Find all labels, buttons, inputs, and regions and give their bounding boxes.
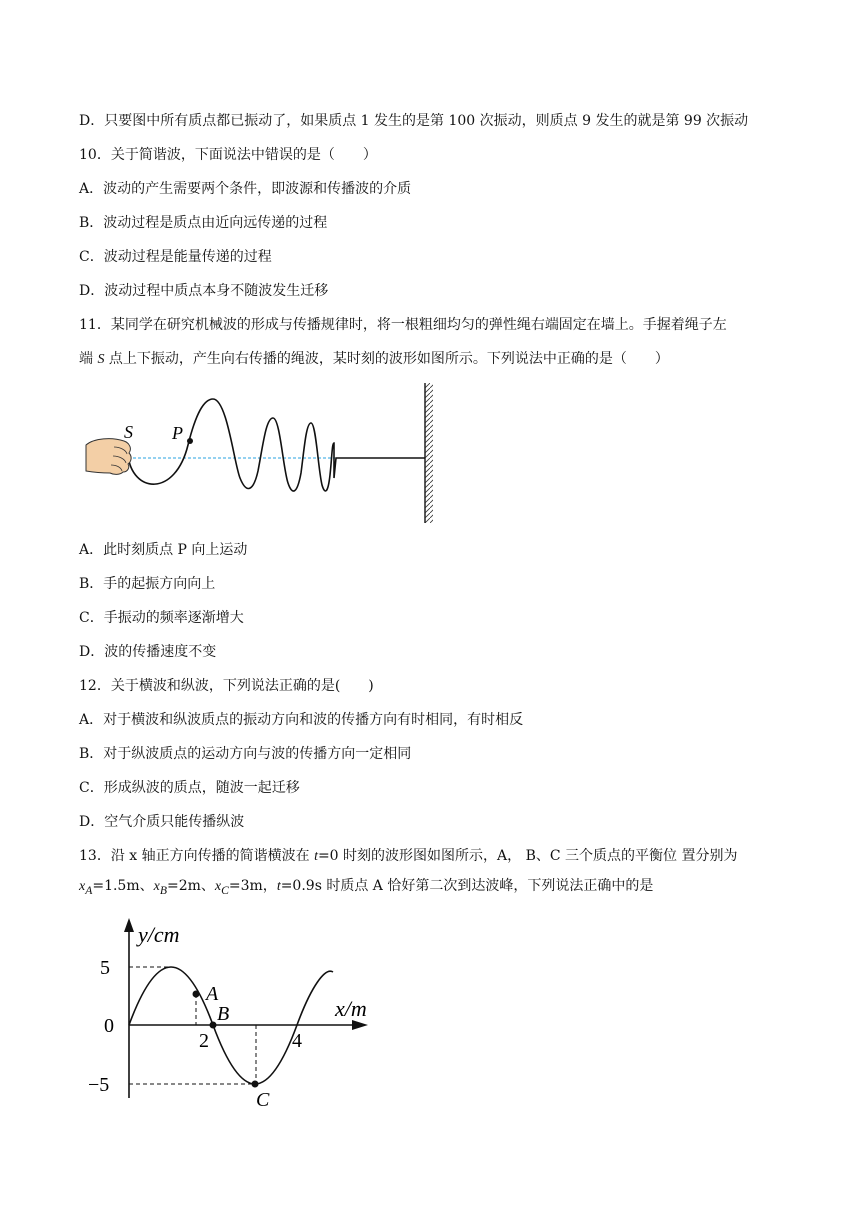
q13-stem-line1: 13．沿 x 轴正方向传播的简谐横波在 t=0 时刻的波形图如图所示，A， B、C 三个质点的平衡位 置分别为	[79, 848, 738, 864]
point-b	[210, 1022, 217, 1029]
q10-option-c: C．波动过程是能量传递的过程	[79, 249, 272, 265]
q12-option-c: C．形成纵波的质点，随波一起迁移	[79, 780, 300, 796]
tick-5: 5	[100, 957, 110, 979]
tick-minus-5: −5	[88, 1074, 110, 1096]
q9-option-d: D．只要图中所有质点都已振动了，如果质点 1 发生的是第 100 次振动，则质点 9 发生的就是第 99 次振动	[79, 113, 749, 129]
hand-icon	[86, 439, 131, 475]
label-a: A	[206, 983, 219, 1005]
rope-wave	[128, 399, 425, 491]
label-b: B	[217, 1003, 230, 1025]
tick-2: 2	[199, 1030, 209, 1052]
q10-option-a: A．波动的产生需要两个条件，即波源和传播波的介质	[79, 181, 412, 197]
x-axis-arrow	[352, 1020, 368, 1030]
label-c: C	[256, 1089, 270, 1111]
label-p: P	[172, 423, 183, 443]
y-axis-arrow	[124, 918, 134, 932]
x-axis-label: x/m	[335, 996, 367, 1021]
point-a	[193, 991, 200, 998]
q13-stem-line2: $x_A=1.5m$、$x_B=2m$、$x_C=3m$，t=0.9s 时质点 A 恰好第二次到达波峰，下列说法正确中的是	[79, 878, 654, 897]
q11-option-b: B．手的起振方向向上	[79, 576, 216, 592]
q12-stem: 12．关于横波和纵波，下列说法正确的是( )	[79, 678, 374, 694]
point-c	[252, 1081, 259, 1088]
q11-stem-line2: 端 S 点上下振动，产生向右传播的绳波，某时刻的波形如图所示。下列说法中正确的是（ ）	[79, 351, 669, 367]
q10-stem: 10．关于简谐波，下面说法中错误的是（ ）	[79, 147, 377, 163]
q12-option-a: A．对于横波和纵波质点的振动方向和波的传播方向有时相同，有时相反	[79, 712, 524, 728]
q12-option-d: D．空气介质只能传播纵波	[79, 814, 245, 830]
label-s: S	[124, 422, 133, 442]
wave-graph-figure	[80, 912, 380, 1112]
q10-option-b: B．波动过程是质点由近向远传递的过程	[79, 215, 328, 231]
tick-4: 4	[292, 1030, 302, 1052]
tick-0: 0	[104, 1015, 114, 1037]
y-axis-label: y/cm	[138, 922, 180, 947]
rope-wave-figure	[80, 383, 450, 525]
q12-option-b: B．对于纵波质点的运动方向与波的传播方向一定相同	[79, 746, 412, 762]
point-p	[187, 438, 193, 444]
q10-option-d: D．波动过程中质点本身不随波发生迁移	[79, 283, 329, 299]
q11-stem-line1: 11．某同学在研究机械波的形成与传播规律时，将一根粗细均匀的弹性绳右端固定在墙上。手握着绳子左	[79, 317, 727, 333]
wall-hatch	[425, 383, 433, 523]
q11-option-a: A．此时刻质点 P 向上运动	[79, 542, 248, 558]
q11-option-d: D．波的传播速度不变	[79, 644, 217, 660]
q11-option-c: C．手振动的频率逐渐增大	[79, 610, 244, 626]
